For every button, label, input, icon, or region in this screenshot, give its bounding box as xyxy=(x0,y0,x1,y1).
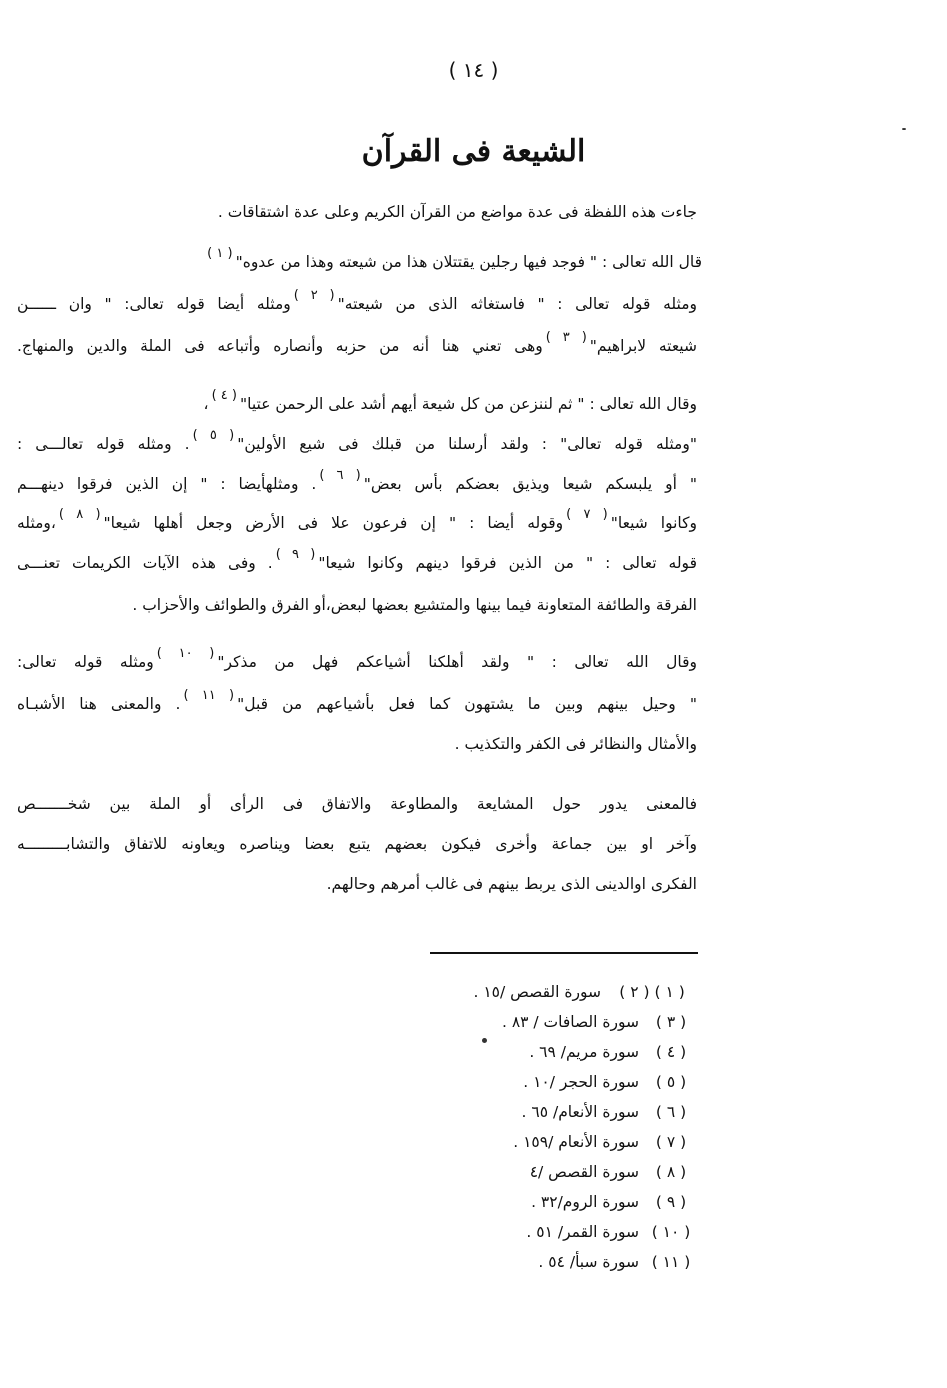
footnote-item xyxy=(437,1010,697,1034)
paragraph-line xyxy=(17,688,697,718)
footnote-item xyxy=(437,1040,697,1064)
text: الفرقة والطائفة المتعاونة فيما بينها والمتشيع بعضها لبعض،أو الفرق والطوائف والأحزاب . xyxy=(132,596,697,614)
footnote-item xyxy=(437,1130,697,1154)
text: ، xyxy=(203,395,209,413)
footnote-ref: ( ٣ ) xyxy=(545,330,587,345)
footnote-item xyxy=(437,1100,697,1124)
text: " وحيل بينهم وبين ما يشتهون كما فعل بأشياعهم من قبل" xyxy=(237,695,697,713)
text: والأمثال والنظائر فى الكفر والتكذيب . xyxy=(454,735,697,753)
footnote-number: ( ٩ ) xyxy=(655,1193,687,1211)
paragraph-line xyxy=(17,288,697,318)
text: . ومثلهأيضا : " إن الذين فرقوا دينهـــم xyxy=(17,475,317,493)
paragraph-line xyxy=(17,468,697,498)
paragraph-line xyxy=(17,547,697,577)
text: "ومثله قوله تعالى" : ولقد أرسلنا من قبلك فى شيع الأولين" xyxy=(237,435,697,453)
footnote-source: سورة القصص /٤ xyxy=(529,1163,639,1181)
paragraph-line xyxy=(17,792,697,816)
text: وقوله أيضا : " إن فرعون علا فى الأرض وجعل أهلها شيعا" xyxy=(103,514,564,532)
paragraph-line xyxy=(17,646,697,676)
ink-speck xyxy=(902,128,906,130)
footnote-number: ( ٥ ) xyxy=(655,1073,687,1091)
paragraph-line xyxy=(17,593,697,617)
text: جاءت هذه اللفظة فى عدة مواضع من القرآن الكريم وعلى عدة اشتقاقات . xyxy=(217,203,697,221)
footnote-number: ( ٣ ) xyxy=(655,1013,687,1031)
footnote-item xyxy=(437,1160,697,1184)
paragraph-line xyxy=(17,428,697,458)
paragraph-line xyxy=(17,872,697,896)
text: الفكرى اوالدينى الذى يربط بينهم فى غالب أمرهم وحالهم. xyxy=(326,875,697,893)
text: ومثله أيضا قوله تعالى: " وان ــــــن xyxy=(17,295,291,313)
footnote-source: سورة القصص /١٥ . xyxy=(473,983,601,1001)
text: شيعته لابراهيم" xyxy=(589,337,697,355)
text: وقال الله تعالى : " ثم لننزعن من كل شيعة أيهم أشد على الرحمن عتيا" xyxy=(239,395,697,413)
footnote-number: ( ١١ ) xyxy=(651,1253,691,1271)
footnote-ref: ( ٢ ) xyxy=(293,288,335,303)
text: وهى تعني هنا أنه من حزبه وأنصاره وأتباعه فى الملة والدين والمنهاج. xyxy=(17,337,543,355)
footnote-divider xyxy=(430,952,698,954)
text: . ومثله قوله تعالـــى : xyxy=(17,435,190,453)
footnote-ref: ( ١ ) xyxy=(207,246,233,261)
footnote-ref: ( ٩ ) xyxy=(275,547,316,562)
footnote-source: سورة الصافات / ٨٣ . xyxy=(501,1013,639,1031)
footnote-ref: ( ١١ ) xyxy=(183,688,235,703)
footnote-ref: ( ٧ ) xyxy=(566,507,608,522)
footnote-ref: ( ٤ ) xyxy=(211,388,237,403)
footnote-ref: ( ٥ ) xyxy=(192,428,235,443)
text: ومثله قوله تعالى: xyxy=(17,653,154,671)
footnote-number: ( ٨ ) xyxy=(655,1163,687,1181)
footnote-source: سورة القمر/ ٥١ . xyxy=(526,1223,639,1241)
text: وآخر او بين جماعة وأخرى فيكون بعضهم يتبع بعضا ويناصره ويعاونه للاتفاق والتشابـــــــــه xyxy=(17,835,697,853)
footnote-item xyxy=(437,1070,697,1094)
footnote-item xyxy=(437,1190,697,1214)
ink-speck xyxy=(482,1038,487,1043)
paragraph-line xyxy=(12,246,702,276)
footnote-number: ( ٧ ) xyxy=(655,1133,687,1151)
footnote-ref: ( ١٠ ) xyxy=(156,646,215,661)
footnote-number: ( ١٠ ) xyxy=(651,1223,691,1241)
text: . وفى هذه الآيات الكريمات تعنـــى xyxy=(17,554,273,572)
text: قال الله تعالى : " فوجد فيها رجلين يقتتلان هذا من شيعته وهذا من عدوه" xyxy=(235,253,702,271)
footnote-source: سورة الأنعام/ ٦٥ . xyxy=(521,1103,639,1121)
paragraph-line xyxy=(17,200,697,224)
text: فالمعنى يدور حول المشايعة والمطاوعة والاتفاق فى الرأى أو الملة بين شخـــــــص xyxy=(17,795,697,813)
footnote-ref: ( ٨ ) xyxy=(58,507,101,522)
paragraph-line xyxy=(17,388,697,418)
text: وكانوا شيعا" xyxy=(610,514,697,532)
text: ومثله قوله تعالى : " فاستغاثه الذى من شيعته" xyxy=(337,295,697,313)
footnote-source: سورة سبأ/ ٥٤ . xyxy=(538,1253,639,1271)
footnote-item xyxy=(437,980,697,1004)
page-number: ( ١٤ ) xyxy=(448,58,499,82)
footnote-source: سورة الحجر /١٠ . xyxy=(523,1073,639,1091)
text: . والمعنى هنا الأشبـاه xyxy=(17,695,181,713)
paragraph-line xyxy=(17,732,697,756)
footnote-source: سورة الروم/٣٢ . xyxy=(531,1193,639,1211)
text: قوله تعالى : " من الذين فرقوا دينهم وكانوا شيعا" xyxy=(318,554,697,572)
paragraph-line xyxy=(17,507,697,537)
footnote-source: سورة الأنعام /١٥٩ . xyxy=(513,1133,639,1151)
footnote-item xyxy=(437,1220,697,1244)
footnote-source: سورة مريم/ ٦٩ . xyxy=(529,1043,639,1061)
paragraph-line xyxy=(17,832,697,856)
paragraph-line xyxy=(17,330,697,360)
footnote-number: ( ١ ) ( ٢ ) xyxy=(619,983,685,1001)
footnote-number: ( ٤ ) xyxy=(655,1043,687,1061)
page-title: الشيعة فى القرآن xyxy=(361,134,586,169)
text: " أو يلبسكم شيعا ويذيق بعضكم بأس بعض" xyxy=(363,475,697,493)
footnote-item xyxy=(437,1250,697,1274)
text: وقال الله تعالى : " ولقد أهلكنا أشياعكم فهل من مذكر" xyxy=(217,653,697,671)
text: ،ومثله xyxy=(17,514,56,532)
footnote-ref: ( ٦ ) xyxy=(319,468,361,483)
footnote-number: ( ٦ ) xyxy=(655,1103,687,1121)
